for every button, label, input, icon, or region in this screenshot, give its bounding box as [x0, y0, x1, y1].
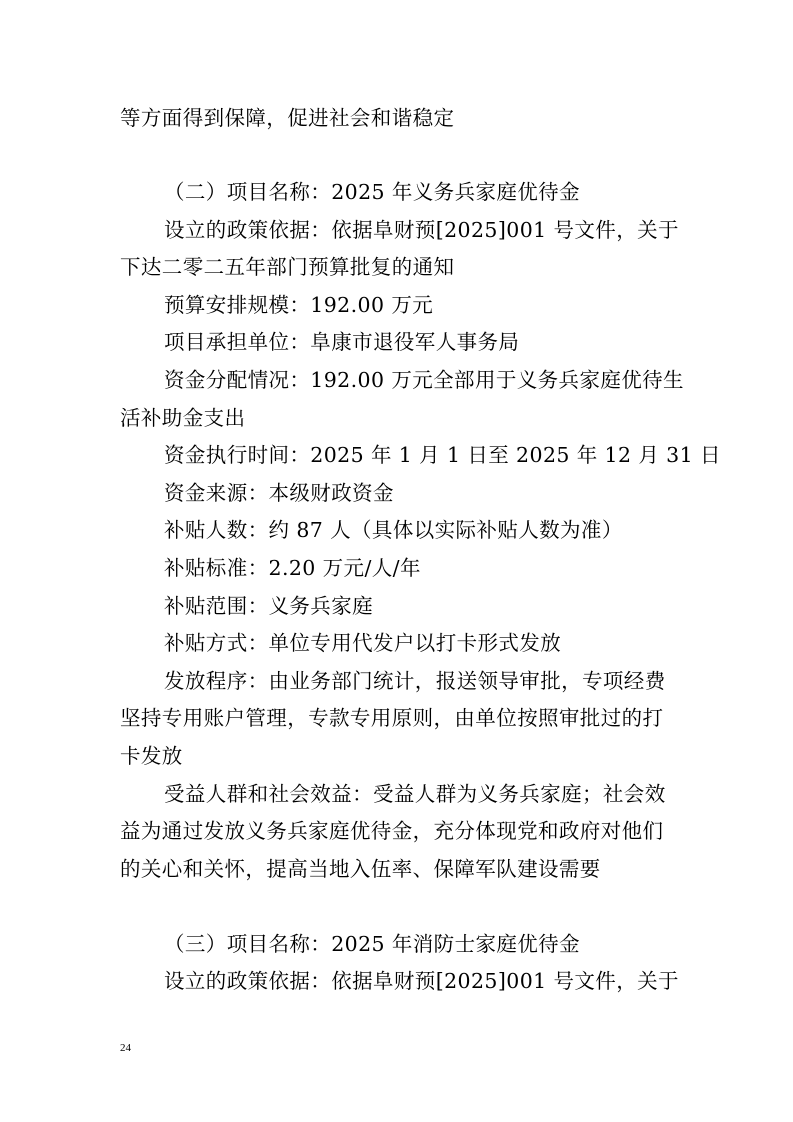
text-line: 补贴人数：约 87 人（具体以实际补贴人数为准）: [164, 518, 623, 542]
text-line: 设立的政策依据：依据阜财预[2025]001 号文件，关于: [164, 218, 679, 242]
text-line: 补贴方式：单位专用代发户以打卡形式发放: [164, 631, 562, 655]
text-line: 下达二零二五年部门预算批复的通知: [120, 255, 455, 279]
text-line: 预算安排规模：192.00 万元: [164, 293, 434, 317]
text-line: 益为通过发放义务兵家庭优待金，充分体现党和政府对他们: [120, 819, 664, 843]
text-line: 补贴标准：2.20 万元/人/年: [164, 556, 421, 580]
section-heading: （二）项目名称：2025 年义务兵家庭优待金: [164, 180, 580, 204]
text-line: 资金分配情况：192.00 万元全部用于义务兵家庭优待生: [164, 368, 684, 392]
page-number: 24: [120, 1042, 131, 1054]
text-line: 坚持专用账户管理，专款专用原则，由单位按照审批过的打: [120, 706, 664, 730]
text-line: 卡发放: [120, 744, 183, 768]
text-line: 受益人群和社会效益：受益人群为义务兵家庭；社会效: [164, 782, 666, 806]
text-line: 的关心和关怀，提高当地入伍率、保障军队建设需要: [120, 857, 601, 881]
text-line: 补贴范围：义务兵家庭: [164, 594, 373, 618]
text-line: 活补助金支出: [120, 406, 246, 430]
text-line: 项目承担单位：阜康市退役军人事务局: [164, 330, 520, 354]
text-line: 设立的政策依据：依据阜财预[2025]001 号文件，关于: [164, 969, 679, 993]
section-heading: （三）项目名称：2025 年消防士家庭优待金: [164, 932, 580, 956]
text-line: 等方面得到保障，促进社会和谐稳定: [120, 106, 455, 130]
text-line: 资金来源：本级财政资金: [164, 481, 394, 505]
text-line: 资金执行时间：2025 年 1 月 1 日至 2025 年 12 月 31 日: [164, 443, 721, 467]
text-line: 发放程序：由业务部门统计，报送领导审批，专项经费: [164, 669, 666, 693]
